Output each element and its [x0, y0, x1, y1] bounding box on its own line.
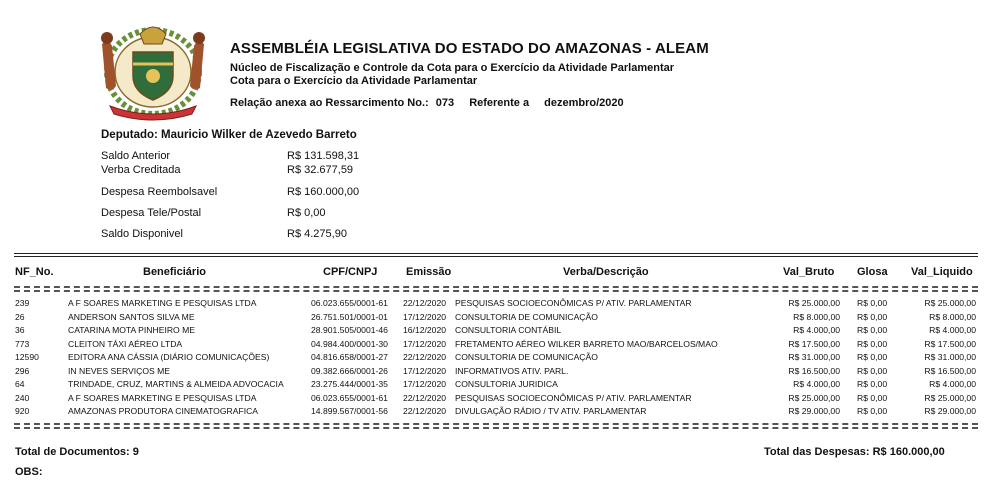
cell-emissao: 22/12/2020 — [403, 298, 447, 308]
cell-bruto: R$ 4.000,00 — [793, 325, 840, 335]
summary-value: R$ 131.598,31 — [287, 150, 360, 162]
cell-beneficiario: CLEITON TÁXI AÉREO LTDA — [68, 338, 183, 349]
cell-verba: INFORMATIVOS ATIV. PARL. — [455, 365, 569, 376]
deputado-name: Deputado: Mauricio Wilker de Azevedo Barreto — [101, 129, 357, 141]
cell-glosa: R$ 0,00 — [857, 379, 888, 389]
cell-beneficiario: AMAZONAS PRODUTORA CINEMATOGRAFICA — [68, 406, 259, 416]
cell-verba: CONSULTORIA DE COMUNICAÇÃO — [455, 311, 598, 322]
cell-cpf: 28.901.505/0001-46 — [311, 325, 388, 335]
cell-emissao: 17/12/2020 — [403, 365, 447, 376]
summary-value: R$ 4.275,90 — [287, 228, 347, 240]
cell-verba: DIVULGAÇÃO RÁDIO / TV ATIV. PARLAMENTAR — [455, 406, 647, 416]
summary-label: Despesa Tele/Postal — [101, 207, 202, 219]
total-documents: Total de Documentos: 9 — [15, 446, 139, 458]
relacao-number: 073 — [435, 97, 455, 109]
summary-value: R$ 0,00 — [287, 207, 326, 219]
cell-verba: PESQUISAS SOCIOECONÔMICAS P/ ATIV. PARLAMENTAR — [455, 392, 692, 403]
cell-liquido: R$ 17.500,00 — [924, 338, 976, 349]
cell-cpf: 04.984.400/0001-30 — [311, 338, 388, 349]
cell-liquido: R$ 25.000,00 — [924, 392, 976, 403]
summary-label: Despesa Reembolsavel — [101, 186, 218, 198]
cell-glosa: R$ 0,00 — [857, 392, 888, 403]
total-expenses: Total das Despesas: R$ 160.000,00 — [764, 446, 945, 458]
cell-nf: 773 — [15, 338, 30, 349]
cell-bruto: R$ 4.000,00 — [793, 379, 840, 389]
cell-beneficiario: ANDERSON SANTOS SILVA ME — [68, 311, 195, 322]
aleam-coat-of-arms-icon — [88, 14, 218, 124]
cell-verba: CONSULTORIA CONTÁBIL — [455, 325, 562, 335]
cell-liquido: R$ 16.500,00 — [924, 365, 976, 376]
cell-beneficiario: TRINDADE, CRUZ, MARTINS & ALMEIDA ADVOCACIA — [68, 379, 284, 389]
col-header-bruto: Val_Bruto — [783, 266, 835, 278]
cell-cpf: 26.751.501/0001-01 — [311, 311, 388, 322]
col-header-nf: NF_No. — [15, 266, 54, 278]
cell-cpf: 06.023.655/0001-61 — [311, 392, 388, 403]
cell-glosa: R$ 0,00 — [857, 352, 888, 362]
cell-nf: 64 — [15, 379, 25, 389]
col-header-liquido: Val_Liquido — [911, 266, 973, 278]
cell-bruto: R$ 29.000,00 — [788, 406, 840, 416]
cell-verba: CONSULTORIA DE COMUNICAÇÃO — [455, 352, 598, 362]
cell-beneficiario: A F SOARES MARKETING E PESQUISAS LTDA — [68, 298, 257, 308]
cell-verba: PESQUISAS SOCIOECONÔMICAS P/ ATIV. PARLAMENTAR — [455, 298, 692, 308]
cell-glosa: R$ 0,00 — [857, 298, 888, 308]
cell-liquido: R$ 4.000,00 — [929, 379, 976, 389]
cell-bruto: R$ 31.000,00 — [788, 352, 840, 362]
obs-label: OBS: — [15, 466, 43, 478]
table-top-rule — [14, 253, 978, 257]
cell-emissao: 17/12/2020 — [403, 379, 447, 389]
summary-value: R$ 160.000,00 — [287, 186, 360, 198]
summary-label: Verba Creditada — [101, 164, 181, 176]
cell-nf: 240 — [15, 392, 30, 403]
cell-beneficiario: EDITORA ANA CÁSSIA (DIÁRIO COMUNICAÇÕES) — [68, 352, 270, 362]
col-header-beneficiario: Beneficiário — [143, 266, 206, 278]
cell-emissao: 22/12/2020 — [403, 352, 447, 362]
header-separator — [14, 286, 978, 288]
cell-cpf: 14.899.567/0001-56 — [311, 406, 388, 416]
cell-emissao: 17/12/2020 — [403, 311, 447, 322]
cell-beneficiario: IN NEVES SERVIÇOS ME — [68, 365, 171, 376]
cell-bruto: R$ 8.000,00 — [793, 311, 840, 322]
cell-glosa: R$ 0,00 — [857, 365, 888, 376]
cell-nf: 36 — [15, 325, 25, 335]
cell-nf: 26 — [15, 311, 25, 322]
footer-separator — [14, 423, 978, 425]
cell-liquido: R$ 8.000,00 — [929, 311, 976, 322]
cell-cpf: 04.816.658/0001-27 — [311, 352, 388, 362]
cell-liquido: R$ 25.000,00 — [924, 298, 976, 308]
cell-liquido: R$ 31.000,00 — [924, 352, 976, 362]
cell-glosa: R$ 0,00 — [857, 311, 888, 322]
summary-value: R$ 32.677,59 — [287, 164, 354, 176]
document-title: ASSEMBLÉIA LEGISLATIVA DO ESTADO DO AMAZONAS - ALEAM — [230, 40, 709, 57]
cell-bruto: R$ 16.500,00 — [788, 365, 840, 376]
cell-nf: 239 — [15, 298, 30, 308]
cell-emissao: 22/12/2020 — [403, 392, 447, 403]
cell-glosa: R$ 0,00 — [857, 406, 888, 416]
cell-glosa: R$ 0,00 — [857, 325, 888, 335]
cell-emissao: 16/12/2020 — [403, 325, 447, 335]
cell-bruto: R$ 25.000,00 — [788, 392, 840, 403]
referente-value: dezembro/2020 — [544, 97, 624, 109]
cell-nf: 920 — [15, 406, 30, 416]
cell-bruto: R$ 17.500,00 — [788, 338, 840, 349]
cell-nf: 296 — [15, 365, 30, 376]
relacao-label: Relação anexa ao Ressarcimento No.: — [230, 97, 429, 109]
cell-nf: 12590 — [15, 352, 39, 362]
cell-emissao: 17/12/2020 — [403, 338, 447, 349]
col-header-verba: Verba/Descrição — [563, 266, 649, 278]
document-subtitle-1: Núcleo de Fiscalização e Controle da Cota para o Exercício da Atividade Parlamentar — [230, 62, 675, 74]
col-header-cpf: CPF/CNPJ — [323, 266, 378, 278]
summary-label: Saldo Disponivel — [101, 228, 183, 240]
document-subtitle-2: Cota para o Exercício da Atividade Parlamentar — [230, 75, 478, 87]
footer-separator — [14, 427, 978, 429]
col-header-glosa: Glosa — [857, 266, 888, 278]
cell-emissao: 22/12/2020 — [403, 406, 447, 416]
cell-glosa: R$ 0,00 — [857, 338, 888, 349]
cell-liquido: R$ 29.000,00 — [924, 406, 976, 416]
cell-cpf: 09.382.666/0001-26 — [311, 365, 388, 376]
cell-verba: FRETAMENTO AÉREO WILKER BARRETO MAO/BARCELOS/MAO — [455, 338, 718, 349]
col-header-emissao: Emissão — [406, 266, 452, 278]
cell-cpf: 06.023.655/0001-61 — [311, 298, 388, 308]
referente-label: Referente a — [469, 97, 530, 109]
cell-liquido: R$ 4.000,00 — [929, 325, 976, 335]
cell-bruto: R$ 25.000,00 — [788, 298, 840, 308]
relacao-line — [230, 97, 624, 109]
cell-beneficiario: A F SOARES MARKETING E PESQUISAS LTDA — [68, 392, 257, 403]
header-separator — [14, 290, 978, 292]
cell-beneficiario: CATARINA MOTA PINHEIRO ME — [68, 325, 196, 335]
cell-verba: CONSULTORIA JURIDICA — [455, 379, 558, 389]
summary-label: Saldo Anterior — [101, 150, 171, 162]
cell-cpf: 23.275.444/0001-35 — [311, 379, 388, 389]
